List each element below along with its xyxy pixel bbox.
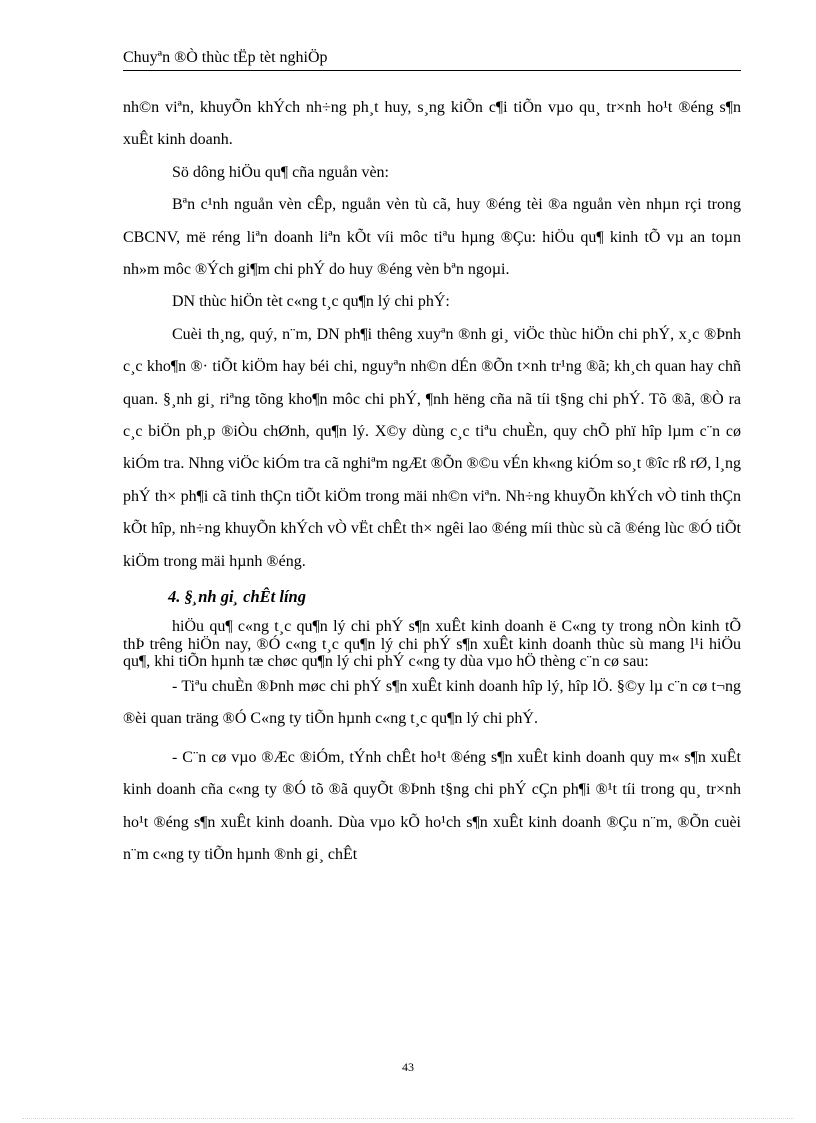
document-body <box>123 92 741 871</box>
page-number: 43 <box>402 1060 414 1074</box>
paragraph-quality-assessment: hiÖu qu¶ c«ng t¸c qu¶n lý chi phÝ s¶n xuÊt kinh doanh ë C«ng ty trong nÒn kinh tÕ thÞ trêng hiÖn nay, ®Ó c«ng t¸c qu¶n lý chi phÝ s¶n xuÊt kinh doanh thùc sù mang l¹i hiÖu qu¶, khi tiÕn hµnh tæ chøc qu¶n lý chi phÝ c«ng ty dùa vµo hÖ thèng c¨n cø sau: <box>123 618 741 671</box>
paragraph-cost-management-title: DN thùc hiÖn tèt c«ng t¸c qu¶n lý chi phÝ: <box>172 293 450 311</box>
paragraph-cost-evaluation: Cuèi th¸ng, quý, n¨m, DN ph¶i thêng xuyªn ®nh gi¸ viÖc thùc hiÖn chi phÝ, x¸c ®Þnh c¸c kho¶n ®· tiÕt kiÖm hay béi chi, nguyªn nh©n dÉn ®Õn t×nh tr¹ng ®ã; kh¸ch quan hay chñ quan. §¸nh gi¸ riªng tõng kho¶n môc chi phÝ, ¶nh hëng cña nã tíi t§ng chi phÝ. Tõ ®ã, ®Ò ra c¸c biÖn ph¸p ®iÒu chØnh, qu¶n lý. X©y dùng c¸c tiªu chuÈn, quy chÕ phï hîp lµm c¨n cø kiÓm tra. Nhng viÖc kiÓm tra cã nghiªm ngÆt ®Õn ®©u vÉn kh«ng kiÓm so¸t ®îc rß rØ, l¸ng phÝ th× ph¶i cã tinh thÇn tiÕt kiÖm trong mäi nh©n viªn. Nh÷ng khuyÕn khÝch vÒ tinh thÇn kÕt hîp, nh÷ng khuyÕn khÝch vÒ vËt chÊt th× ngêi lao ®éng míi thùc sù cã ®éng lùc ®Ó tiÕt kiÖm trong mäi hµnh ®éng. <box>123 325 741 570</box>
paragraph-capital-efficiency-title: Sö dông hiÖu qu¶ cña nguån vèn: <box>172 163 389 181</box>
header-rule <box>123 70 741 71</box>
page-header-title: Chuyªn ®Ò thùc tËp tèt nghiÖp <box>123 49 328 66</box>
section-heading: 4. §¸nh gi¸ chÊt líng <box>168 587 306 607</box>
paragraph-business-characteristics: - C¨n cø vµo ®Æc ®iÓm, tÝnh chÊt ho¹t ®éng s¶n xuÊt kinh doanh quy m« s¶n xuÊt kinh doanh cña c«ng ty ®Ó tõ ®ã quyÕt ®Þnh t§ng chi phÝ cÇn ph¶i ®¹t tíi trong qu¸ tr×nh ho¹t ®éng s¶n xuÊt kinh doanh. Dùa vµo kÕ ho¹ch s¶n xuÊt kinh doanh ®Çu n¨m, ®Õn cuèi n¨m c«ng ty tiÕn hµnh ®nh gi¸ chÊt <box>123 748 741 863</box>
paragraph-capital-sources: Bªn c¹nh nguån vèn cÊp, nguån vèn tù cã, huy ®éng tèi ®a nguån vèn nhµn rçi trong CBCNV, më réng liªn doanh liªn kÕt víi môc tiªu hµng ®Çu: hiÖu qu¶ kinh tÕ vµ an toµn nh»m môc ®Ých gi¶m chi phÝ do huy ®éng vèn bªn ngoµi. <box>123 196 741 279</box>
paragraph-employee-incentive: nh©n viªn, khuyÕn khÝch nh÷ng ph¸t huy, s¸ng kiÕn c¶i tiÕn vµo qu¸ tr×nh ho¹t ®éng s¶n xuÊt kinh doanh. <box>123 99 741 149</box>
paragraph-cost-norms: - Tiªu chuÈn ®Þnh møc chi phÝ s¶n xuÊt kinh doanh hîp lý, hîp lÖ. §©y lµ c¨n cø t¬ng ®èi quan träng ®Ó C«ng ty tiÕn hµnh c«ng t¸c qu¶n lý chi phÝ. <box>123 677 741 728</box>
page-bottom-divider <box>22 1118 794 1119</box>
